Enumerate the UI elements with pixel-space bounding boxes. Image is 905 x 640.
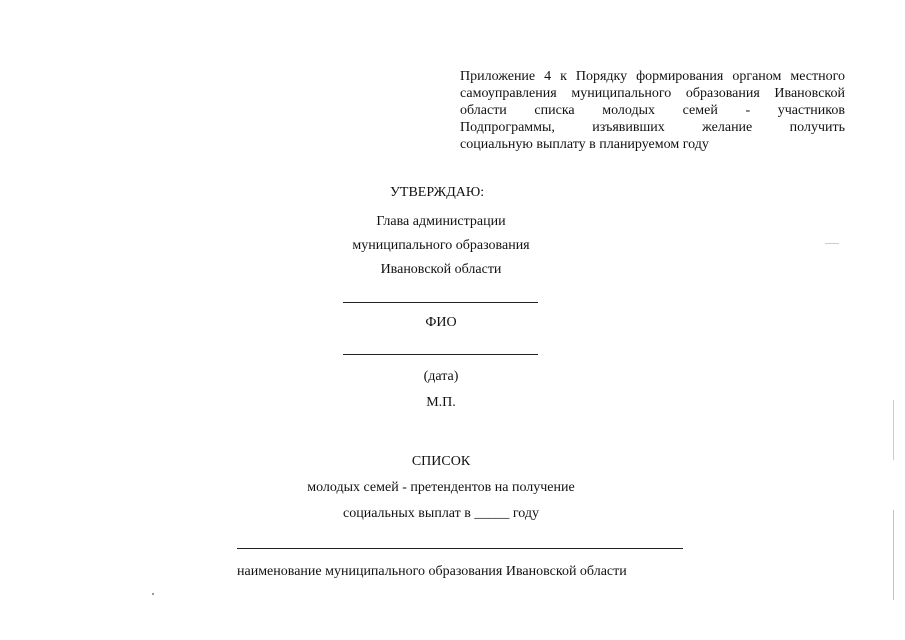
seal-label: М.П. — [426, 395, 456, 410]
list-subtitle-2: социальных выплат в _____ году — [343, 506, 539, 521]
municipality-line — [237, 548, 683, 549]
municipality-caption: наименование муниципального образования Ивановской области — [237, 564, 627, 579]
appendix-line-5: социальную выплату в планируемом году — [460, 137, 709, 152]
scan-edge-mark — [893, 510, 894, 600]
name-label: ФИО — [425, 315, 457, 330]
appendix-line-2: самоуправления муниципального образования Ивановской — [460, 86, 845, 101]
date-line — [343, 354, 538, 355]
approval-position-3: Ивановской области — [380, 262, 502, 277]
appendix-line-3: области списка молодых семей - участников — [460, 103, 845, 118]
scan-speck — [152, 593, 154, 595]
approval-position-1: Глава администрации — [376, 214, 506, 229]
list-heading: СПИСОК — [411, 454, 471, 469]
approval-position-2: муниципального образования — [352, 238, 530, 253]
list-subtitle-1: молодых семей - претендентов на получение — [307, 480, 575, 495]
signature-line — [343, 302, 538, 303]
appendix-line-1: Приложение 4 к Порядку формирования органом местного — [460, 69, 845, 84]
appendix-line-4: Подпрограммы, изъявивших желание получить — [460, 120, 845, 135]
approval-heading: УТВЕРЖДАЮ: — [390, 185, 485, 200]
scan-edge-mark — [893, 400, 894, 460]
scan-speck — [825, 243, 839, 244]
date-label: (дата) — [423, 369, 459, 384]
